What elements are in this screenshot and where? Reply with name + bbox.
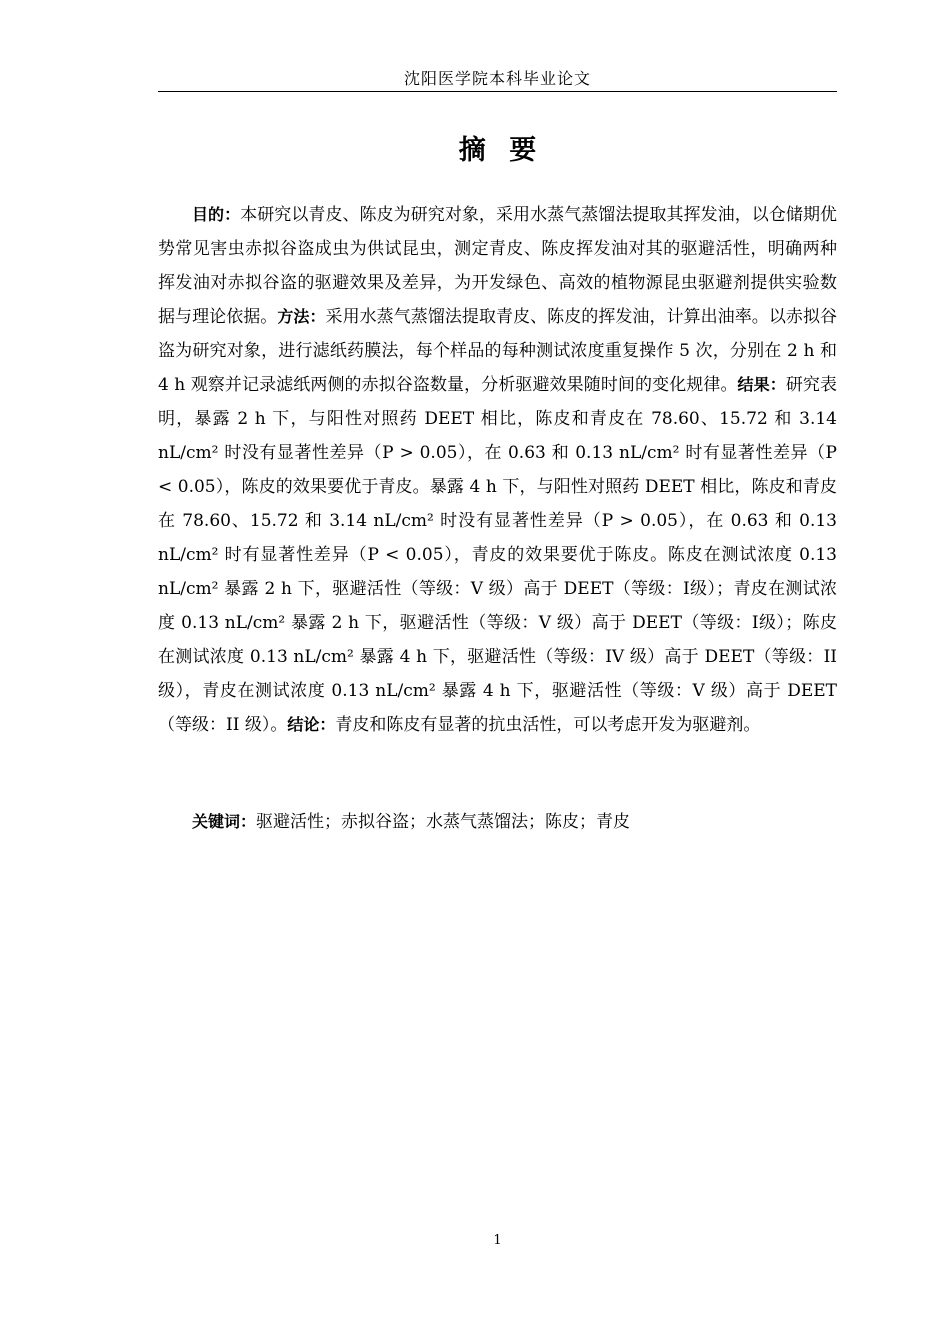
- header-rule: [158, 91, 837, 92]
- running-header: 沈阳医学院本科毕业论文: [403, 69, 591, 88]
- page-number: 1: [493, 1233, 502, 1248]
- keywords-line: [158, 805, 837, 839]
- keywords-text: 驱避活性；赤拟谷盗；水蒸气蒸馏法；陈皮；青皮: [256, 812, 631, 832]
- conclusion-label: 结论：: [287, 715, 336, 734]
- keywords-label: 关键词：: [192, 812, 257, 831]
- objective-text: 本研究以青皮、陈皮为研究对象，采用水蒸气蒸馏法提取其挥发油，以仓储期优势常见害虫赤拟谷盗成虫为供试昆虫，测定青皮、陈皮挥发油对其的驱避活性，明确两种挥发油对赤拟谷盗的驱避效果及差异，为开发绿色、高效的植物源昆虫驱避剂提供实验数据与理论依据。: [158, 205, 837, 327]
- objective-label: 目的：: [192, 205, 241, 224]
- results-label: 结果：: [737, 375, 786, 394]
- abstract-paragraph: [158, 198, 837, 742]
- results-text: 研究表明，暴露 2 h 下，与阳性对照药 DEET 相比，陈皮和青皮在 78.60、15.72 和 3.14 nL/cm² 时没有显著性差异（P > 0.05），在 0.63 和 0.13 nL/cm² 时有显著性差异（P < 0.05），陈皮的效果要优于青皮。暴露 4 h 下，与阳性对照药 DEET 相比，陈皮和青皮在 78.60、15.72 和 3.14 nL/cm² 时没有显著性差异（P > 0.05），在 0.63 和 0.13 nL/cm² 时有显著性差异（P < 0.05），青皮的效果要优于陈皮。陈皮在测试浓度 0.13 nL/cm² 暴露 2 h 下，驱避活性（等级：V 级）高于 DEET（等级：Ⅰ级）；青皮在测试浓度 0.13 nL/cm² 暴露 2 h 下，驱避活性（等级：V 级）高于 DEET（等级：Ⅰ级）；陈皮在测试浓度 0.13 nL/cm² 暴露 4 h 下，驱避活性（等级：IV 级）高于 DEET（等级：II 级），青皮在测试浓度 0.13 nL/cm² 暴露 4 h 下，驱避活性（等级：V 级）高于 DEET（等级：ⅠI 级）。: [158, 375, 837, 735]
- methods-label: 方法：: [277, 307, 326, 326]
- conclusion-text: 青皮和陈皮有显著的抗虫活性，可以考虑开发为驱避剂。: [335, 715, 761, 735]
- page-title: 摘 要: [458, 135, 537, 166]
- methods-text: 采用水蒸气蒸馏法提取青皮、陈皮的挥发油，计算出油率。以赤拟谷盗为研究对象，进行滤纸药膜法，每个样品的每种测试浓度重复操作 5 次，分别在 2 h 和 4 h 观察并记录滤纸两侧的赤拟谷盗数量，分析驱避效果随时间的变化规律。: [158, 307, 837, 395]
